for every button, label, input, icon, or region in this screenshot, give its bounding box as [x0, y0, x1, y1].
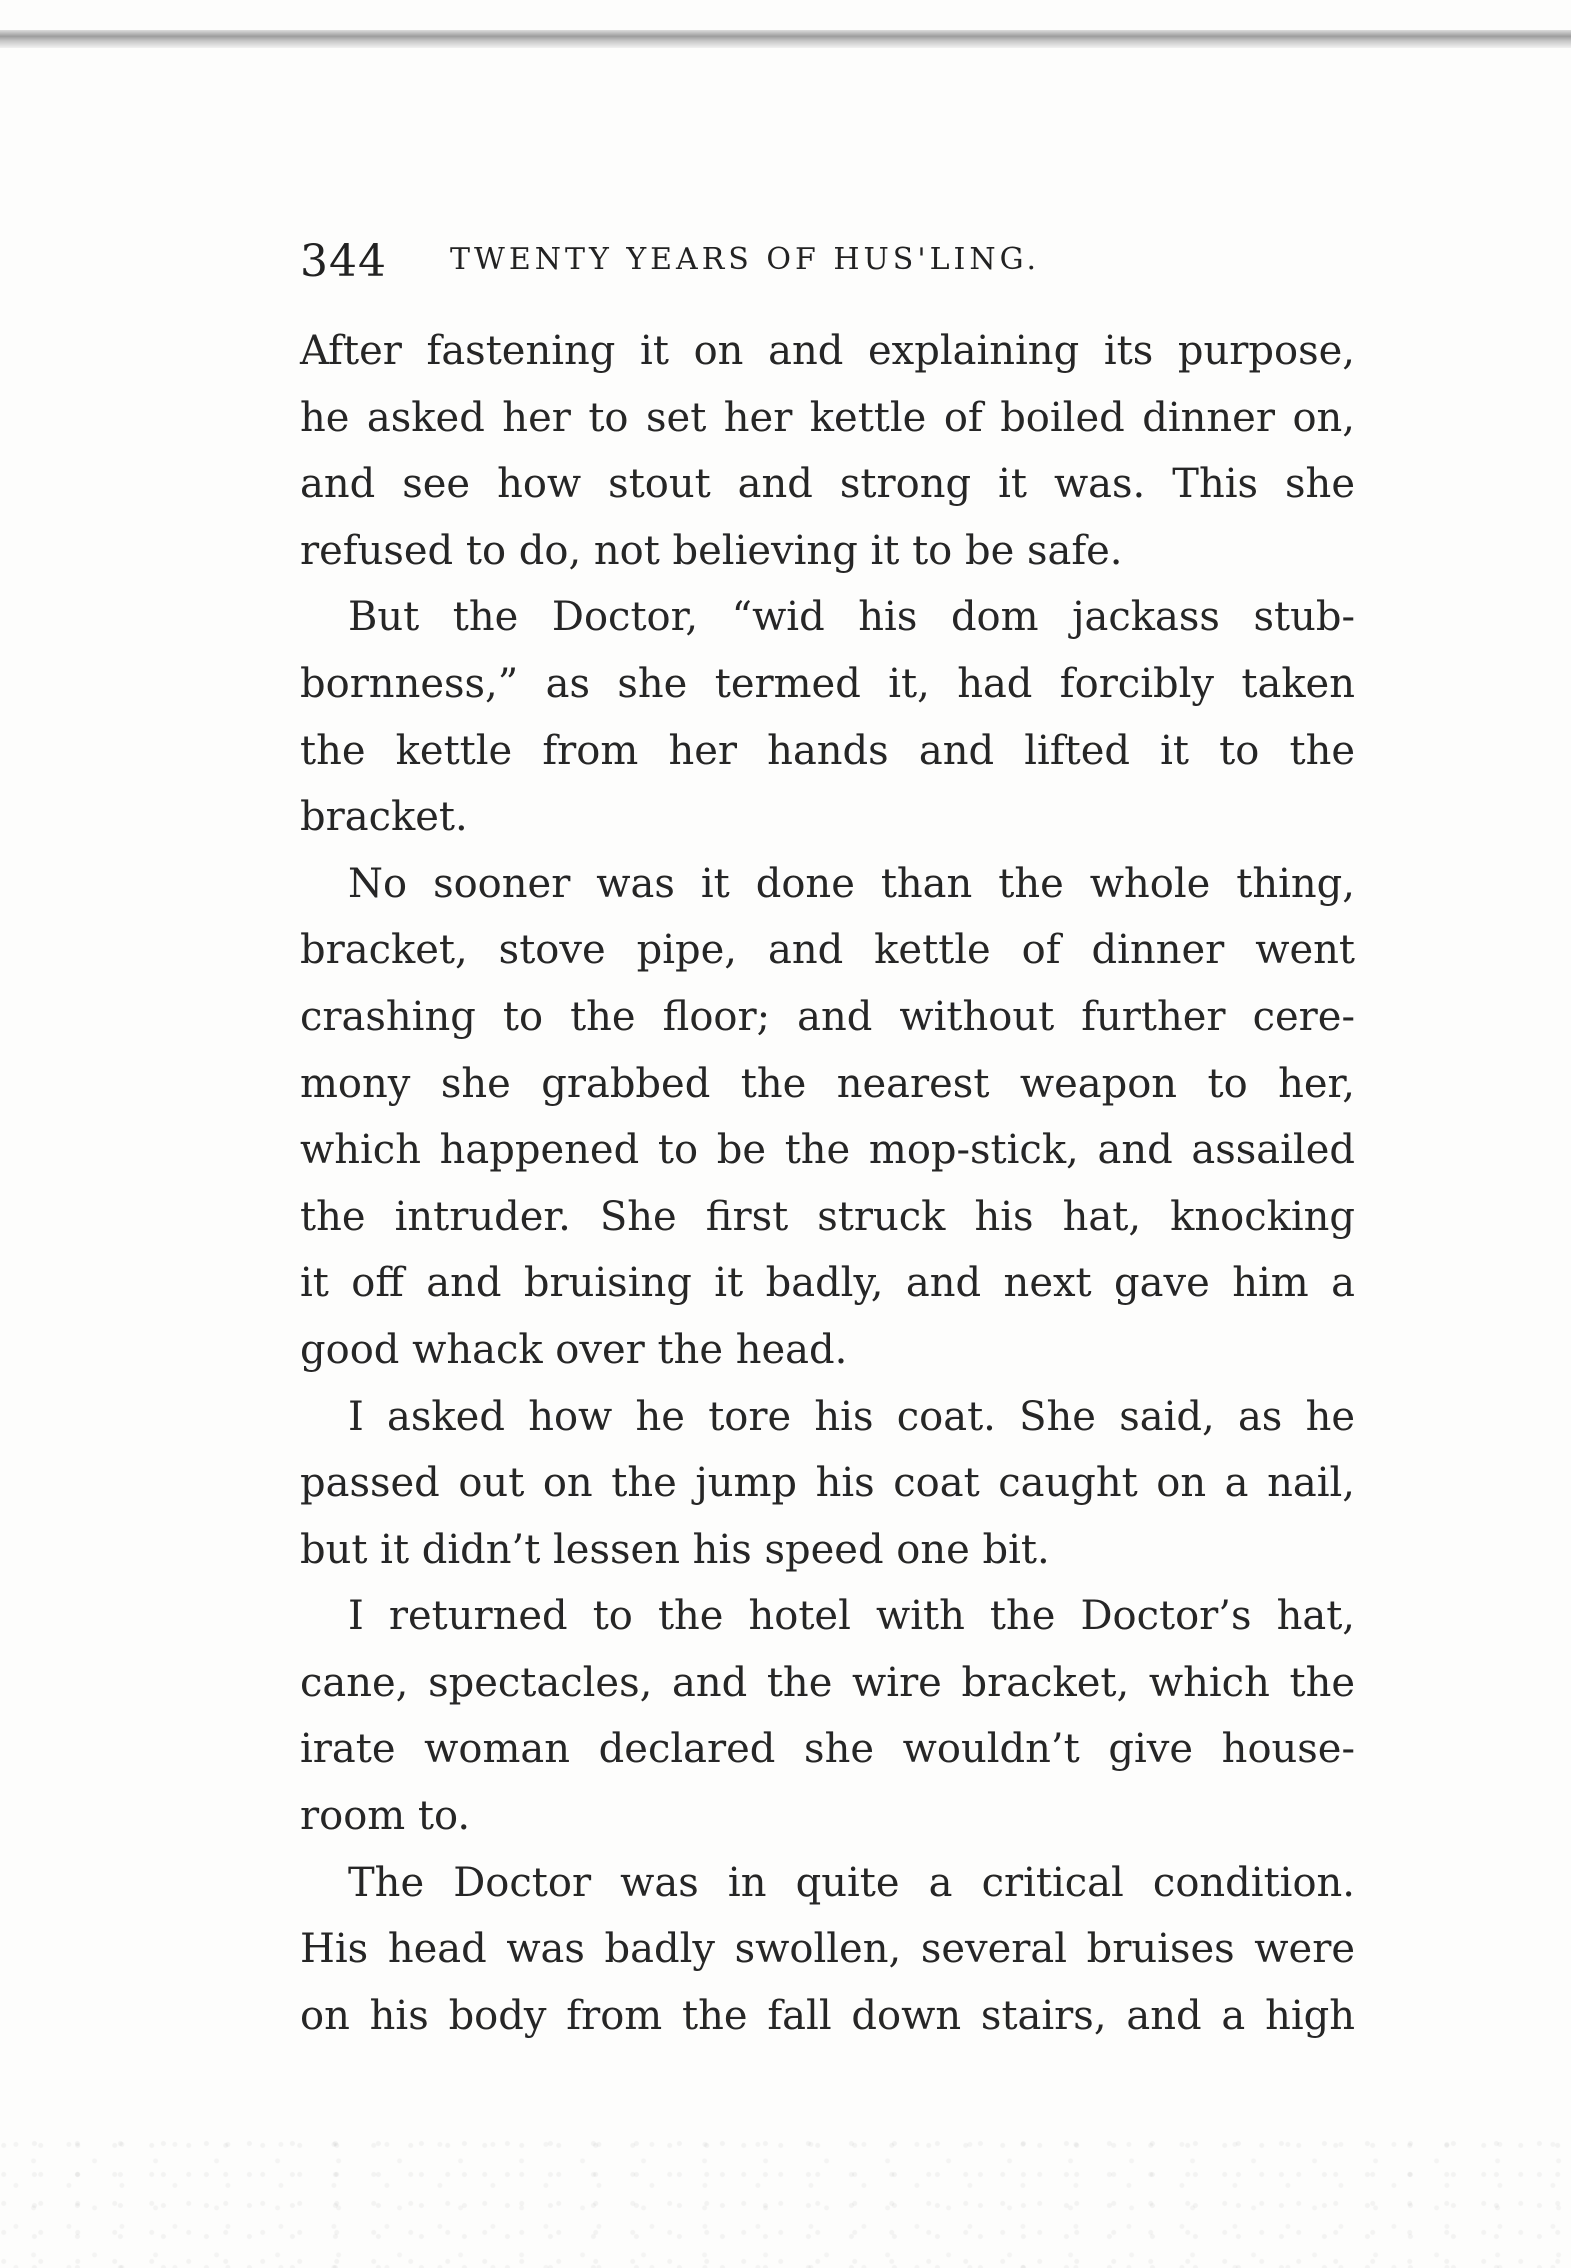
text-line: room to. — [300, 1793, 471, 1840]
scan-top-edge — [0, 30, 1571, 48]
text-line: No sooner was it done than the whole thing, — [348, 860, 1355, 907]
paragraph-3 — [300, 851, 1355, 1384]
text-line: but it didn’t lessen his speed one bit. — [300, 1526, 1050, 1573]
text-line: mony she grabbed the nearest weapon to her, — [300, 1060, 1355, 1107]
text-line: the intruder. She first struck his hat, knocking — [300, 1193, 1355, 1240]
page-number: 344 — [300, 236, 387, 287]
text-line: But the Doctor, “wid his dom jackass stub- — [348, 594, 1355, 641]
paragraph-1 — [300, 318, 1355, 584]
scan-bottom-speckle — [0, 2128, 1571, 2268]
text-line: crashing to the floor; and without further cere- — [300, 993, 1355, 1040]
text-line: irate woman declared she wouldn’t give house- — [300, 1726, 1355, 1773]
text-line: After fastening it on and explaining its purpose, — [300, 328, 1355, 374]
paragraph-2 — [300, 584, 1355, 850]
text-line: passed out on the jump his coat caught on a nail, — [300, 1460, 1355, 1507]
running-title: TWENTY YEARS OF HUS'LING. — [450, 242, 1041, 277]
text-line: refused to do, not believing it to be safe. — [300, 527, 1123, 574]
paragraph-4 — [300, 1384, 1355, 1584]
text-line: bracket, stove pipe, and kettle of dinner went — [300, 927, 1355, 974]
text-line: I returned to the hotel with the Doctor’s hat, — [348, 1593, 1355, 1640]
text-line: bornness,” as she termed it, had forcibly taken — [300, 660, 1355, 707]
text-line: bracket. — [300, 794, 468, 841]
paragraph-5 — [300, 1583, 1355, 1849]
text-line: the kettle from her hands and lifted it to the — [300, 727, 1355, 774]
text-line: he asked her to set her kettle of boiled dinner on, — [300, 394, 1355, 441]
text-line: it off and bruising it badly, and next gave him a — [300, 1260, 1355, 1307]
text-line: which happened to be the mop-stick, and assailed — [300, 1127, 1355, 1174]
paragraph-6 — [300, 1850, 1355, 2050]
text-line: The Doctor was in quite a critical condition. — [348, 1859, 1355, 1906]
text-line: and see how stout and strong it was. This she — [300, 461, 1355, 508]
text-line: good whack over the head. — [300, 1326, 848, 1373]
text-line: on his body from the fall down stairs, and a high — [300, 1992, 1355, 2039]
text-line: His head was badly swollen, several bruises were — [300, 1926, 1355, 1973]
page-header — [300, 232, 1350, 292]
body-text — [300, 318, 1355, 2049]
text-line: I asked how he tore his coat. She said, as he — [348, 1393, 1355, 1440]
text-line: cane, spectacles, and the wire bracket, which the — [300, 1659, 1355, 1706]
